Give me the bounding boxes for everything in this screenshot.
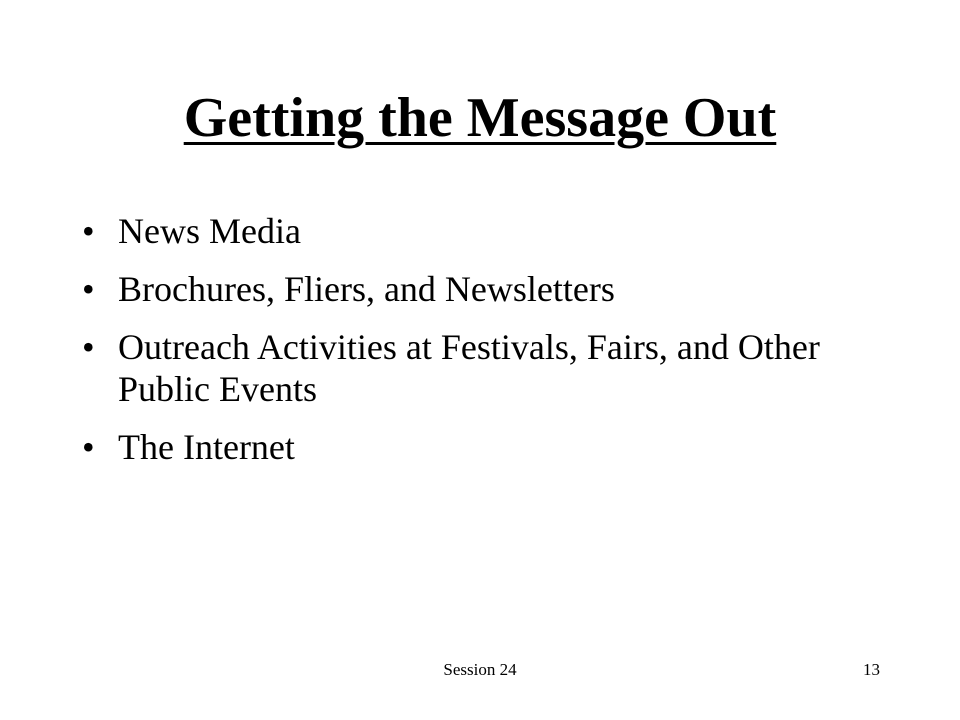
bullet-item-brochures — [82, 268, 882, 310]
bullet-text: Outreach Activities at Festivals, Fairs, and Other Public Events — [118, 327, 820, 409]
bullet-icon: • — [82, 211, 95, 251]
bullet-list — [82, 210, 882, 484]
bullet-item-outreach — [82, 326, 882, 410]
bullet-icon: • — [82, 327, 95, 367]
bullet-text: The Internet — [118, 427, 295, 467]
footer-page-number: 13 — [863, 660, 880, 679]
footer-session-label: Session 24 — [443, 660, 517, 679]
bullet-item-news-media — [82, 210, 882, 252]
slide-title: Getting the Message Out — [183, 87, 777, 149]
bullet-icon: • — [82, 427, 95, 467]
bullet-item-internet — [82, 426, 882, 468]
bullet-icon: • — [82, 269, 95, 309]
bullet-text: Brochures, Fliers, and Newsletters — [118, 269, 615, 309]
bullet-text: News Media — [118, 211, 301, 251]
